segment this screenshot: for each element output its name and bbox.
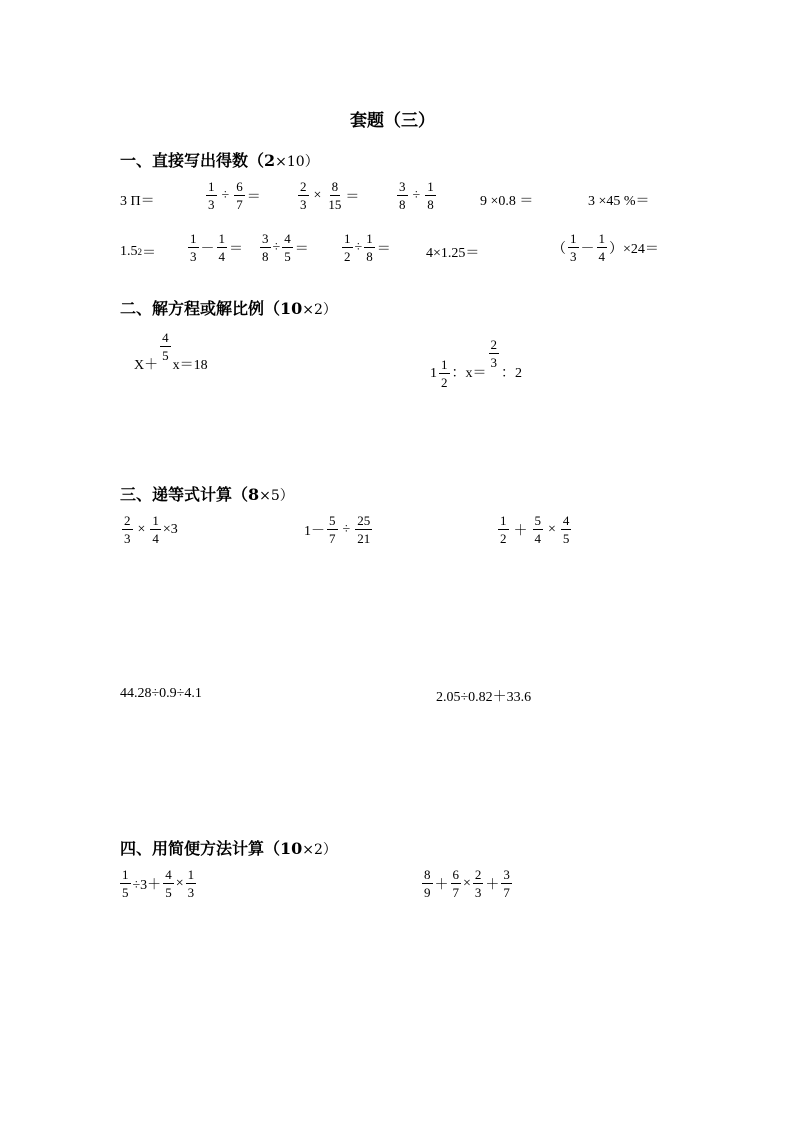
q3-a: $\frac{2}{3}$ × $\frac{1}{4}$ ×3	[124, 513, 178, 546]
q1-c: $\frac{2}{3}$ × $\frac{8}{15}$ ＝	[300, 179, 360, 212]
q3-b: 1－ $\frac{5}{7}$ ÷ $\frac{25}{21}$	[304, 513, 371, 546]
q1-a: 3 Π＝	[120, 194, 155, 209]
q1-g: 1.5 2 ＝	[120, 244, 156, 261]
q4-b: 8 9 ＋ $\frac{6}{7}$ × $\frac{2}{3}$ ＋ 3 7	[424, 867, 510, 900]
q2-b: 1 1 2 ：x＝ 2 3 ：2	[430, 337, 522, 390]
q1-i: $\frac{3}{8}$ ÷ $\frac{4}{5}$ ＝	[262, 231, 309, 264]
q1-h: 1 3 － 1 4 ＝	[190, 231, 243, 264]
q1-k: 4×1.25＝	[426, 246, 480, 261]
section-3-heading: 三、递等式计算（8×5）	[120, 485, 294, 504]
q3-e: 2.05÷0.82＋33.6	[436, 690, 532, 705]
q1-b: $\frac{1}{3}$ ÷ $\frac{6}{7}$ ＝	[208, 179, 261, 212]
q1-l: （ 1 3 － 1 4 ）×24＝	[552, 231, 659, 264]
q1-f: 3 ×45 %＝	[588, 194, 650, 209]
q4-a: $\frac{1}{5}$ ÷3＋ $\frac{4}{5}$ × $\frac{1}{3}$	[122, 867, 195, 900]
q3-d: 44.28÷0.9÷4.1	[120, 686, 202, 701]
q1-d: $\frac{3}{8}$ ÷ $\frac{1}{8}$	[399, 179, 434, 212]
page-title: 套题（三）	[350, 111, 435, 131]
section-1-heading: 一、直接写出得数（2×10）	[120, 151, 319, 170]
q2-a: X＋ 4 5 x＝18	[134, 329, 208, 373]
section-2-heading: 二、解方程或解比例（10×2）	[120, 299, 337, 318]
q1-e: 9 ×0.8 ＝	[480, 194, 534, 209]
section-4-heading: 四、用简便方法计算（10×2）	[120, 839, 337, 858]
q3-c: 1 2 ＋ $\frac{5}{4}$ × $\frac{4}{5}$	[500, 513, 570, 546]
q1-j: $\frac{1}{2}$ ÷ $\frac{1}{8}$ ＝	[344, 231, 391, 264]
